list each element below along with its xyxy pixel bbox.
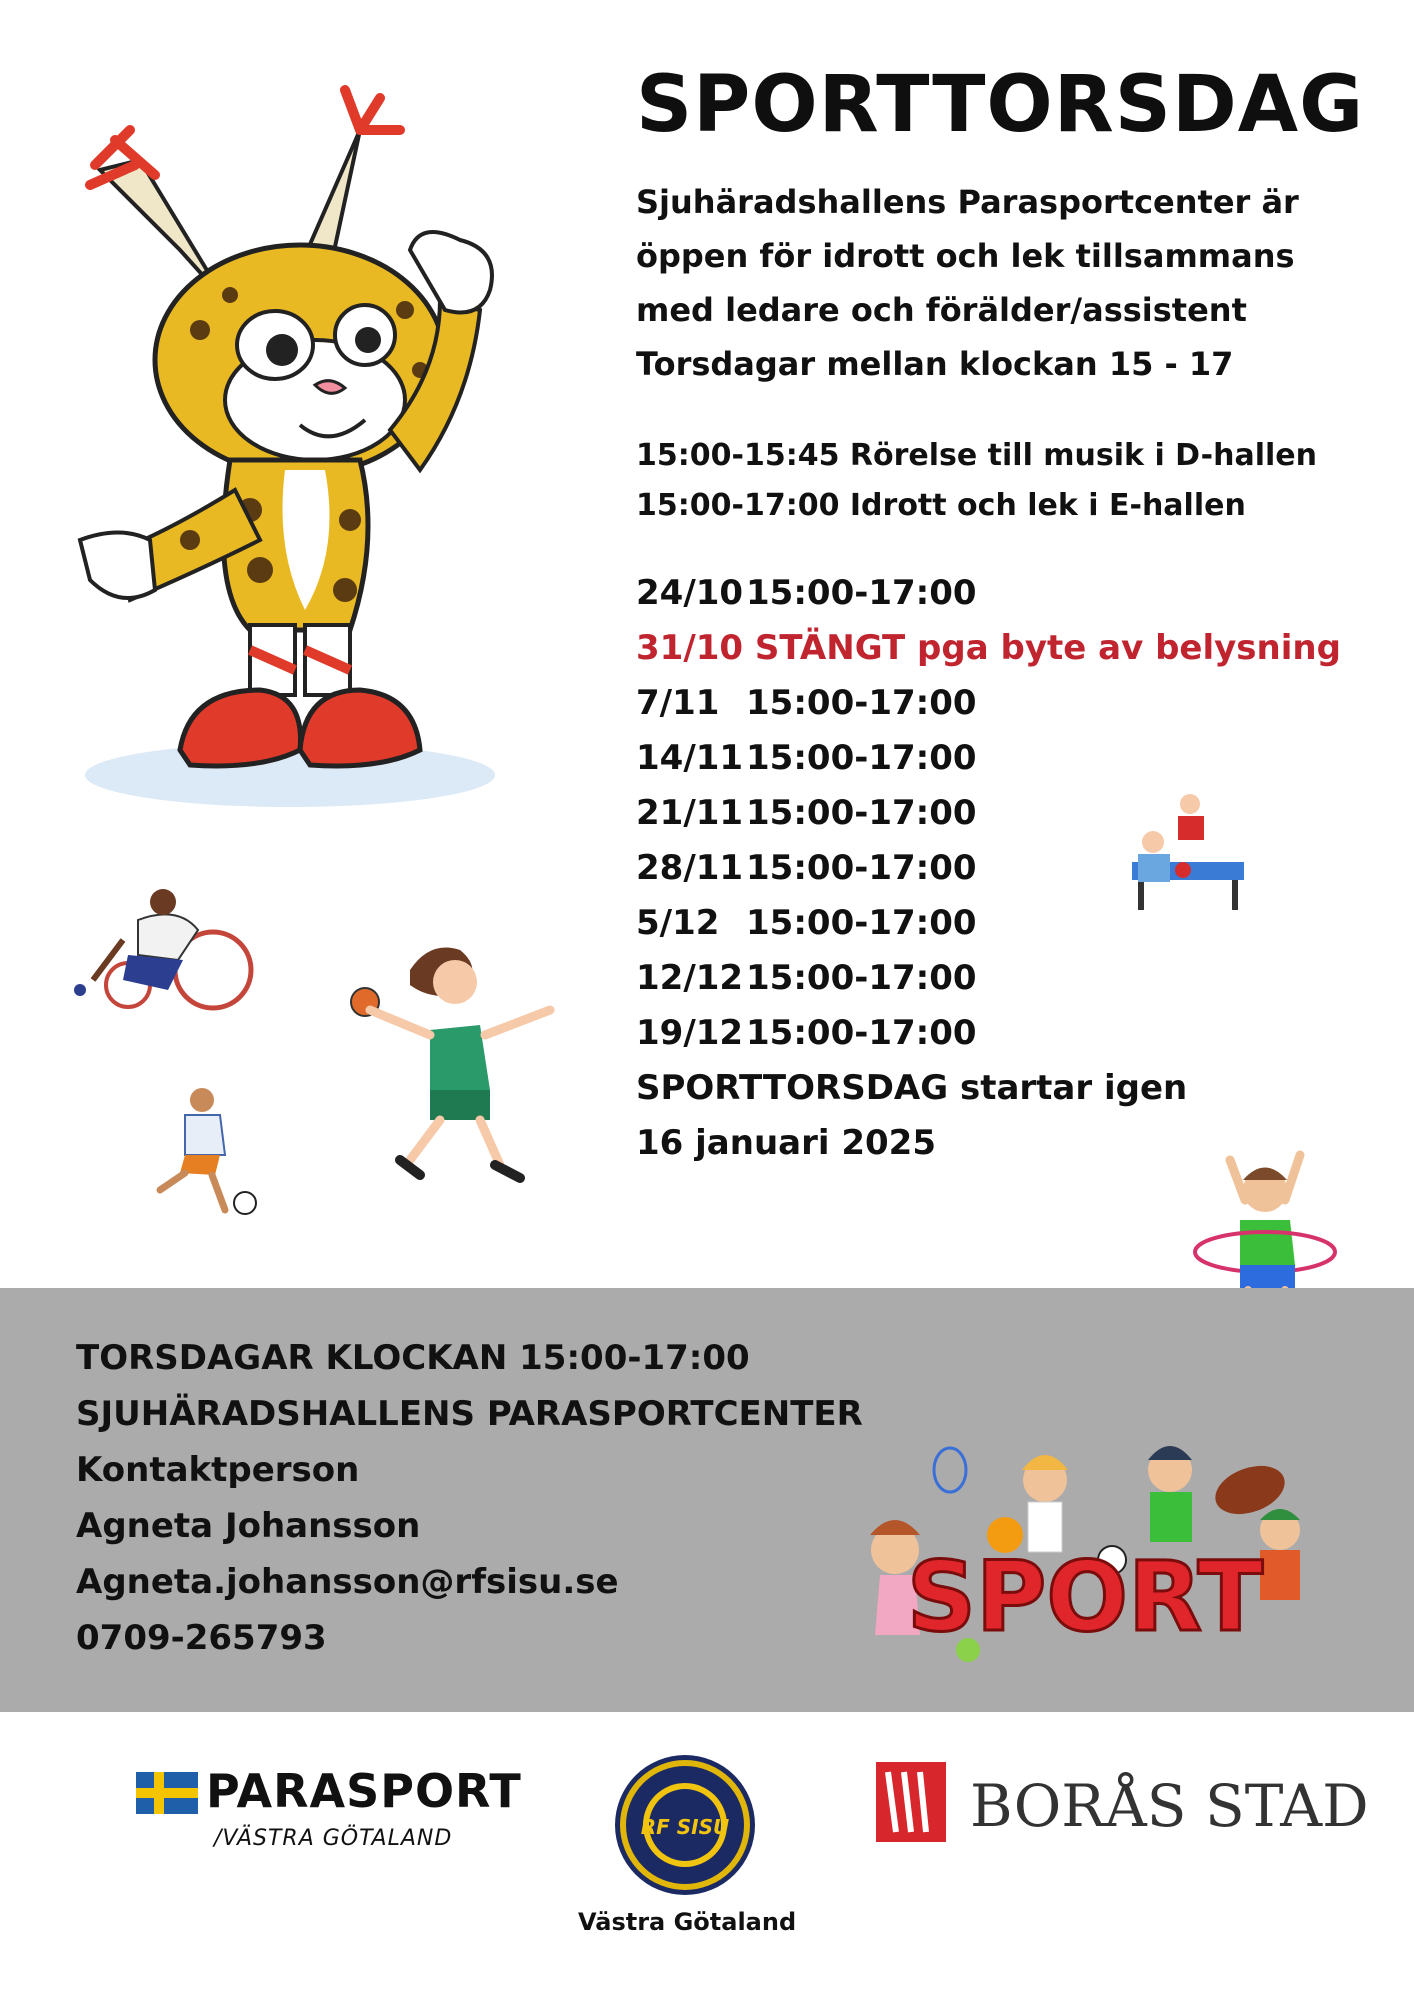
- date-row: [636, 573, 977, 613]
- schedule-line: 15:00-17:00 Idrott och lek i E-hallen: [636, 488, 1246, 523]
- date-label: 21/11: [636, 793, 744, 833]
- intro-line: Torsdagar mellan klockan 15 - 17: [636, 345, 1234, 383]
- date-label: 19/12: [636, 1013, 744, 1053]
- intro-line: Sjuhäradshallens Parasportcenter är: [636, 183, 1299, 221]
- sport-word: SPORT: [906, 1541, 1264, 1653]
- date-time: 15:00-17:00: [746, 958, 977, 998]
- closed-notice: 31/10 STÄNGT pga byte av belysning: [636, 628, 1341, 668]
- date-time: 15:00-17:00: [746, 1013, 977, 1053]
- football-player-illustration: [150, 1085, 260, 1220]
- parasport-logo-text: PARASPORT: [206, 1764, 522, 1818]
- page-title: SPORTTORSDAG: [636, 60, 1365, 150]
- parasport-logo-subtext: /VÄSTRA GÖTALAND: [214, 1826, 453, 1851]
- restart-date: 16 januari 2025: [636, 1123, 936, 1163]
- date-time: 15:00-17:00: [746, 848, 977, 888]
- date-row: [636, 848, 977, 888]
- boras-stad-logo-text: BORÅS STAD: [970, 1772, 1369, 1840]
- rf-sisu-logo: [610, 1750, 760, 1900]
- contact-name: Agneta Johansson: [76, 1506, 421, 1546]
- restart-line: SPORTTORSDAG startar igen: [636, 1068, 1188, 1108]
- date-time: 15:00-17:00: [746, 573, 977, 613]
- date-label: 28/11: [636, 848, 744, 888]
- date-row: [636, 738, 977, 778]
- date-label: 12/12: [636, 958, 744, 998]
- date-label: 7/11: [636, 683, 720, 723]
- intro-line: öppen för idrott och lek tillsammans: [636, 237, 1295, 275]
- rf-sisu-logo-text: RF SISU: [640, 1815, 730, 1839]
- date-row: [636, 903, 977, 943]
- sport-kids-illustration: [850, 1410, 1320, 1690]
- date-label: 14/11: [636, 738, 744, 778]
- date-time: 15:00-17:00: [746, 738, 977, 778]
- swedish-flag-icon: [136, 1772, 198, 1814]
- date-time: 15:00-17:00: [746, 903, 977, 943]
- contact-email: Agneta.johansson@rfsisu.se: [76, 1562, 619, 1602]
- date-row: [636, 1013, 977, 1053]
- table-tennis-illustration: [1128, 790, 1248, 920]
- date-row: [636, 683, 977, 723]
- contact-phone: 0709-265793: [76, 1618, 327, 1658]
- date-time: 15:00-17:00: [746, 683, 977, 723]
- date-time: 15:00-17:00: [746, 793, 977, 833]
- date-row: [636, 958, 977, 998]
- wheelchair-athlete-illustration: [68, 880, 258, 1020]
- schedule-line: 15:00-15:45 Rörelse till musik i D-hallen: [636, 438, 1317, 473]
- handball-girl-illustration: [350, 940, 560, 1190]
- date-row-closed: [636, 628, 1341, 668]
- date-label: 5/12: [636, 903, 720, 943]
- rf-sisu-label: Västra Götaland: [578, 1908, 797, 1936]
- intro-line: med ledare och förälder/assistent: [636, 291, 1247, 329]
- contact-label: Kontaktperson: [76, 1450, 360, 1490]
- info-venue: SJUHÄRADSHALLENS PARASPORTCENTER: [76, 1394, 863, 1434]
- date-row: [636, 793, 977, 833]
- boras-coat-of-arms-icon: [876, 1762, 946, 1842]
- info-hours: TORSDAGAR KLOCKAN 15:00-17:00: [76, 1338, 750, 1378]
- lynx-mascot-illustration: [60, 70, 540, 830]
- date-label: 24/10: [636, 573, 744, 613]
